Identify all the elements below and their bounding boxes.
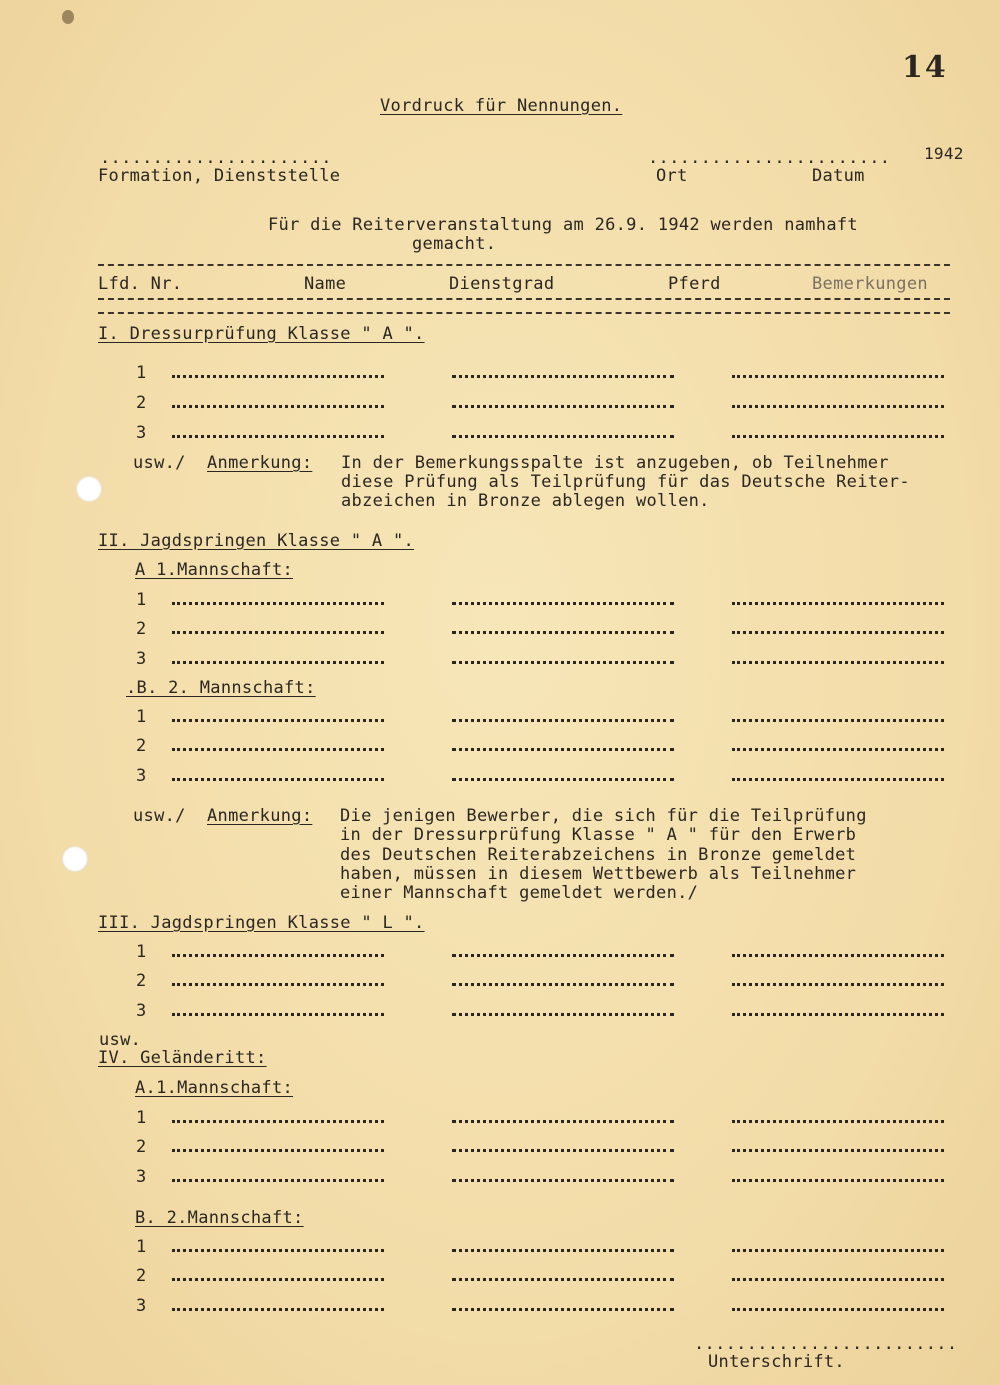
rank-field xyxy=(452,983,674,986)
name-field xyxy=(172,1308,384,1311)
name-field xyxy=(172,748,384,751)
section-1-usw: usw./ xyxy=(133,453,186,473)
section-2-team-a: A 1.Mannschaft: xyxy=(135,560,294,580)
rank-field xyxy=(452,1149,674,1152)
horse-field xyxy=(732,661,944,664)
entry-row xyxy=(0,942,1000,962)
column-header-horse: Pferd xyxy=(668,274,721,294)
entry-row xyxy=(0,736,1000,756)
rank-field xyxy=(452,1249,674,1252)
rank-field xyxy=(452,778,674,781)
row-number: 1 xyxy=(136,1237,147,1257)
row-number: 2 xyxy=(136,619,147,639)
horse-field xyxy=(732,1120,944,1123)
rank-field xyxy=(452,602,674,605)
horse-field xyxy=(732,631,944,634)
horse-field xyxy=(732,1308,944,1311)
section-1-title: I. Dressurprüfung Klasse " A ". xyxy=(98,324,425,344)
formation-dots: ...................... xyxy=(100,148,332,168)
entry-row xyxy=(0,393,1000,413)
entry-row xyxy=(0,1001,1000,1021)
row-number: 3 xyxy=(136,1001,147,1021)
entry-row xyxy=(0,1137,1000,1157)
punch-hole-bottom xyxy=(62,846,88,872)
rank-field xyxy=(452,1179,674,1182)
rank-field xyxy=(452,661,674,664)
row-number: 3 xyxy=(136,766,147,786)
name-field xyxy=(172,1149,384,1152)
section-2-title: II. Jagdspringen Klasse " A ". xyxy=(98,531,415,551)
section-2-note-line-4: haben, müssen in diesem Wettbewerb als Teilnehmer xyxy=(340,864,857,884)
horse-field xyxy=(732,954,944,957)
horse-field xyxy=(732,405,944,408)
entry-row xyxy=(0,1108,1000,1128)
document-title: Vordruck für Nennungen. xyxy=(380,96,623,116)
name-field xyxy=(172,405,384,408)
entry-row xyxy=(0,423,1000,443)
section-2-note-line-5: einer Mannschaft gemeldet werden./ xyxy=(340,883,699,903)
section-2-note-line-3: des Deutschen Reiterabzeichens in Bronze gemeldet xyxy=(340,845,857,865)
entry-row xyxy=(0,590,1000,610)
place-label: Ort xyxy=(656,166,688,186)
punch-hole-top xyxy=(76,476,102,502)
rank-field xyxy=(452,719,674,722)
rank-field xyxy=(452,748,674,751)
table-header-rule-lower xyxy=(98,312,950,314)
entry-row xyxy=(0,649,1000,669)
section-2-note-line-1: Die jenigen Bewerber, die sich für die Teilprüfung xyxy=(340,806,867,826)
rank-field xyxy=(452,435,674,438)
section-1-note-line-2: diese Prüfung als Teilprüfung für das Deutsche Reiter- xyxy=(341,472,910,492)
signature-label: Unterschrift. xyxy=(708,1352,845,1372)
name-field xyxy=(172,1013,384,1016)
entry-row xyxy=(0,1237,1000,1257)
column-header-number: Lfd. Nr. xyxy=(98,274,183,294)
column-header-rank: Dienstgrad xyxy=(449,274,555,294)
name-field xyxy=(172,1120,384,1123)
table-header-rule-top xyxy=(98,264,950,266)
horse-field xyxy=(732,375,944,378)
horse-field xyxy=(732,1013,944,1016)
rank-field xyxy=(452,1120,674,1123)
rank-field xyxy=(452,954,674,957)
row-number: 3 xyxy=(136,649,147,669)
entry-row xyxy=(0,766,1000,786)
entry-row xyxy=(0,1266,1000,1286)
horse-field xyxy=(732,983,944,986)
section-4-team-b: B. 2.Mannschaft: xyxy=(135,1208,304,1228)
section-1-note-label: Anmerkung: xyxy=(207,453,313,473)
name-field xyxy=(172,631,384,634)
entry-row xyxy=(0,707,1000,727)
intro-line-1: Für die Reiterveranstaltung am 26.9. 1942 werden namhaft xyxy=(268,215,858,235)
rank-field xyxy=(452,375,674,378)
section-2-usw: usw./ xyxy=(133,806,186,826)
table-header-rule-bottom xyxy=(98,298,950,300)
rank-field xyxy=(452,1278,674,1281)
column-header-name: Name xyxy=(304,274,347,294)
ink-spot xyxy=(62,10,74,24)
rank-field xyxy=(452,1013,674,1016)
entry-row xyxy=(0,971,1000,991)
column-header-remarks: Bemerkungen xyxy=(812,274,928,294)
section-3-usw: usw. xyxy=(99,1030,142,1050)
horse-field xyxy=(732,1278,944,1281)
entry-row xyxy=(0,1296,1000,1316)
intro-line-2: gemacht. xyxy=(412,234,497,254)
rank-field xyxy=(452,631,674,634)
row-number: 3 xyxy=(136,423,147,443)
horse-field xyxy=(732,602,944,605)
name-field xyxy=(172,602,384,605)
name-field xyxy=(172,375,384,378)
name-field xyxy=(172,1179,384,1182)
row-number: 3 xyxy=(136,1296,147,1316)
horse-field xyxy=(732,719,944,722)
row-number: 2 xyxy=(136,736,147,756)
row-number: 1 xyxy=(136,1108,147,1128)
horse-field xyxy=(732,1149,944,1152)
year: 1942 xyxy=(924,144,964,163)
name-field xyxy=(172,1278,384,1281)
row-number: 1 xyxy=(136,942,147,962)
horse-field xyxy=(732,435,944,438)
name-field xyxy=(172,719,384,722)
section-1-note-line-1: In der Bemerkungsspalte ist anzugeben, ob Teilnehmer xyxy=(341,453,889,473)
row-number: 2 xyxy=(136,971,147,991)
name-field xyxy=(172,983,384,986)
horse-field xyxy=(732,1249,944,1252)
row-number: 1 xyxy=(136,363,147,383)
horse-field xyxy=(732,748,944,751)
section-3-title: III. Jagdspringen Klasse " L ". xyxy=(98,913,425,933)
formation-label: Formation, Dienststelle xyxy=(98,166,341,186)
row-number: 1 xyxy=(136,707,147,727)
page-number: 14 xyxy=(902,50,948,85)
section-2-note-line-2: in der Dressurprüfung Klasse " A " für den Erwerb xyxy=(340,825,857,845)
row-number: 2 xyxy=(136,1266,147,1286)
section-1-note-line-3: abzeichen in Bronze ablegen wollen. xyxy=(341,491,710,511)
name-field xyxy=(172,435,384,438)
section-2-note-label: Anmerkung: xyxy=(207,806,313,826)
horse-field xyxy=(732,1179,944,1182)
rank-field xyxy=(452,1308,674,1311)
signature-dots: ......................... xyxy=(694,1334,958,1354)
name-field xyxy=(172,954,384,957)
section-4-team-a: A.1.Mannschaft: xyxy=(135,1078,294,1098)
horse-field xyxy=(732,778,944,781)
section-4-title: IV. Geländeritt: xyxy=(98,1048,267,1068)
entry-row xyxy=(0,619,1000,639)
row-number: 1 xyxy=(136,590,147,610)
name-field xyxy=(172,661,384,664)
row-number: 3 xyxy=(136,1167,147,1187)
entry-row xyxy=(0,1167,1000,1187)
row-number: 2 xyxy=(136,1137,147,1157)
place-dots: ....................... xyxy=(648,148,891,168)
rank-field xyxy=(452,405,674,408)
entry-row xyxy=(0,363,1000,383)
name-field xyxy=(172,1249,384,1252)
section-2-team-b: .B. 2. Mannschaft: xyxy=(126,678,316,698)
row-number: 2 xyxy=(136,393,147,413)
date-label: Datum xyxy=(812,166,865,186)
name-field xyxy=(172,778,384,781)
